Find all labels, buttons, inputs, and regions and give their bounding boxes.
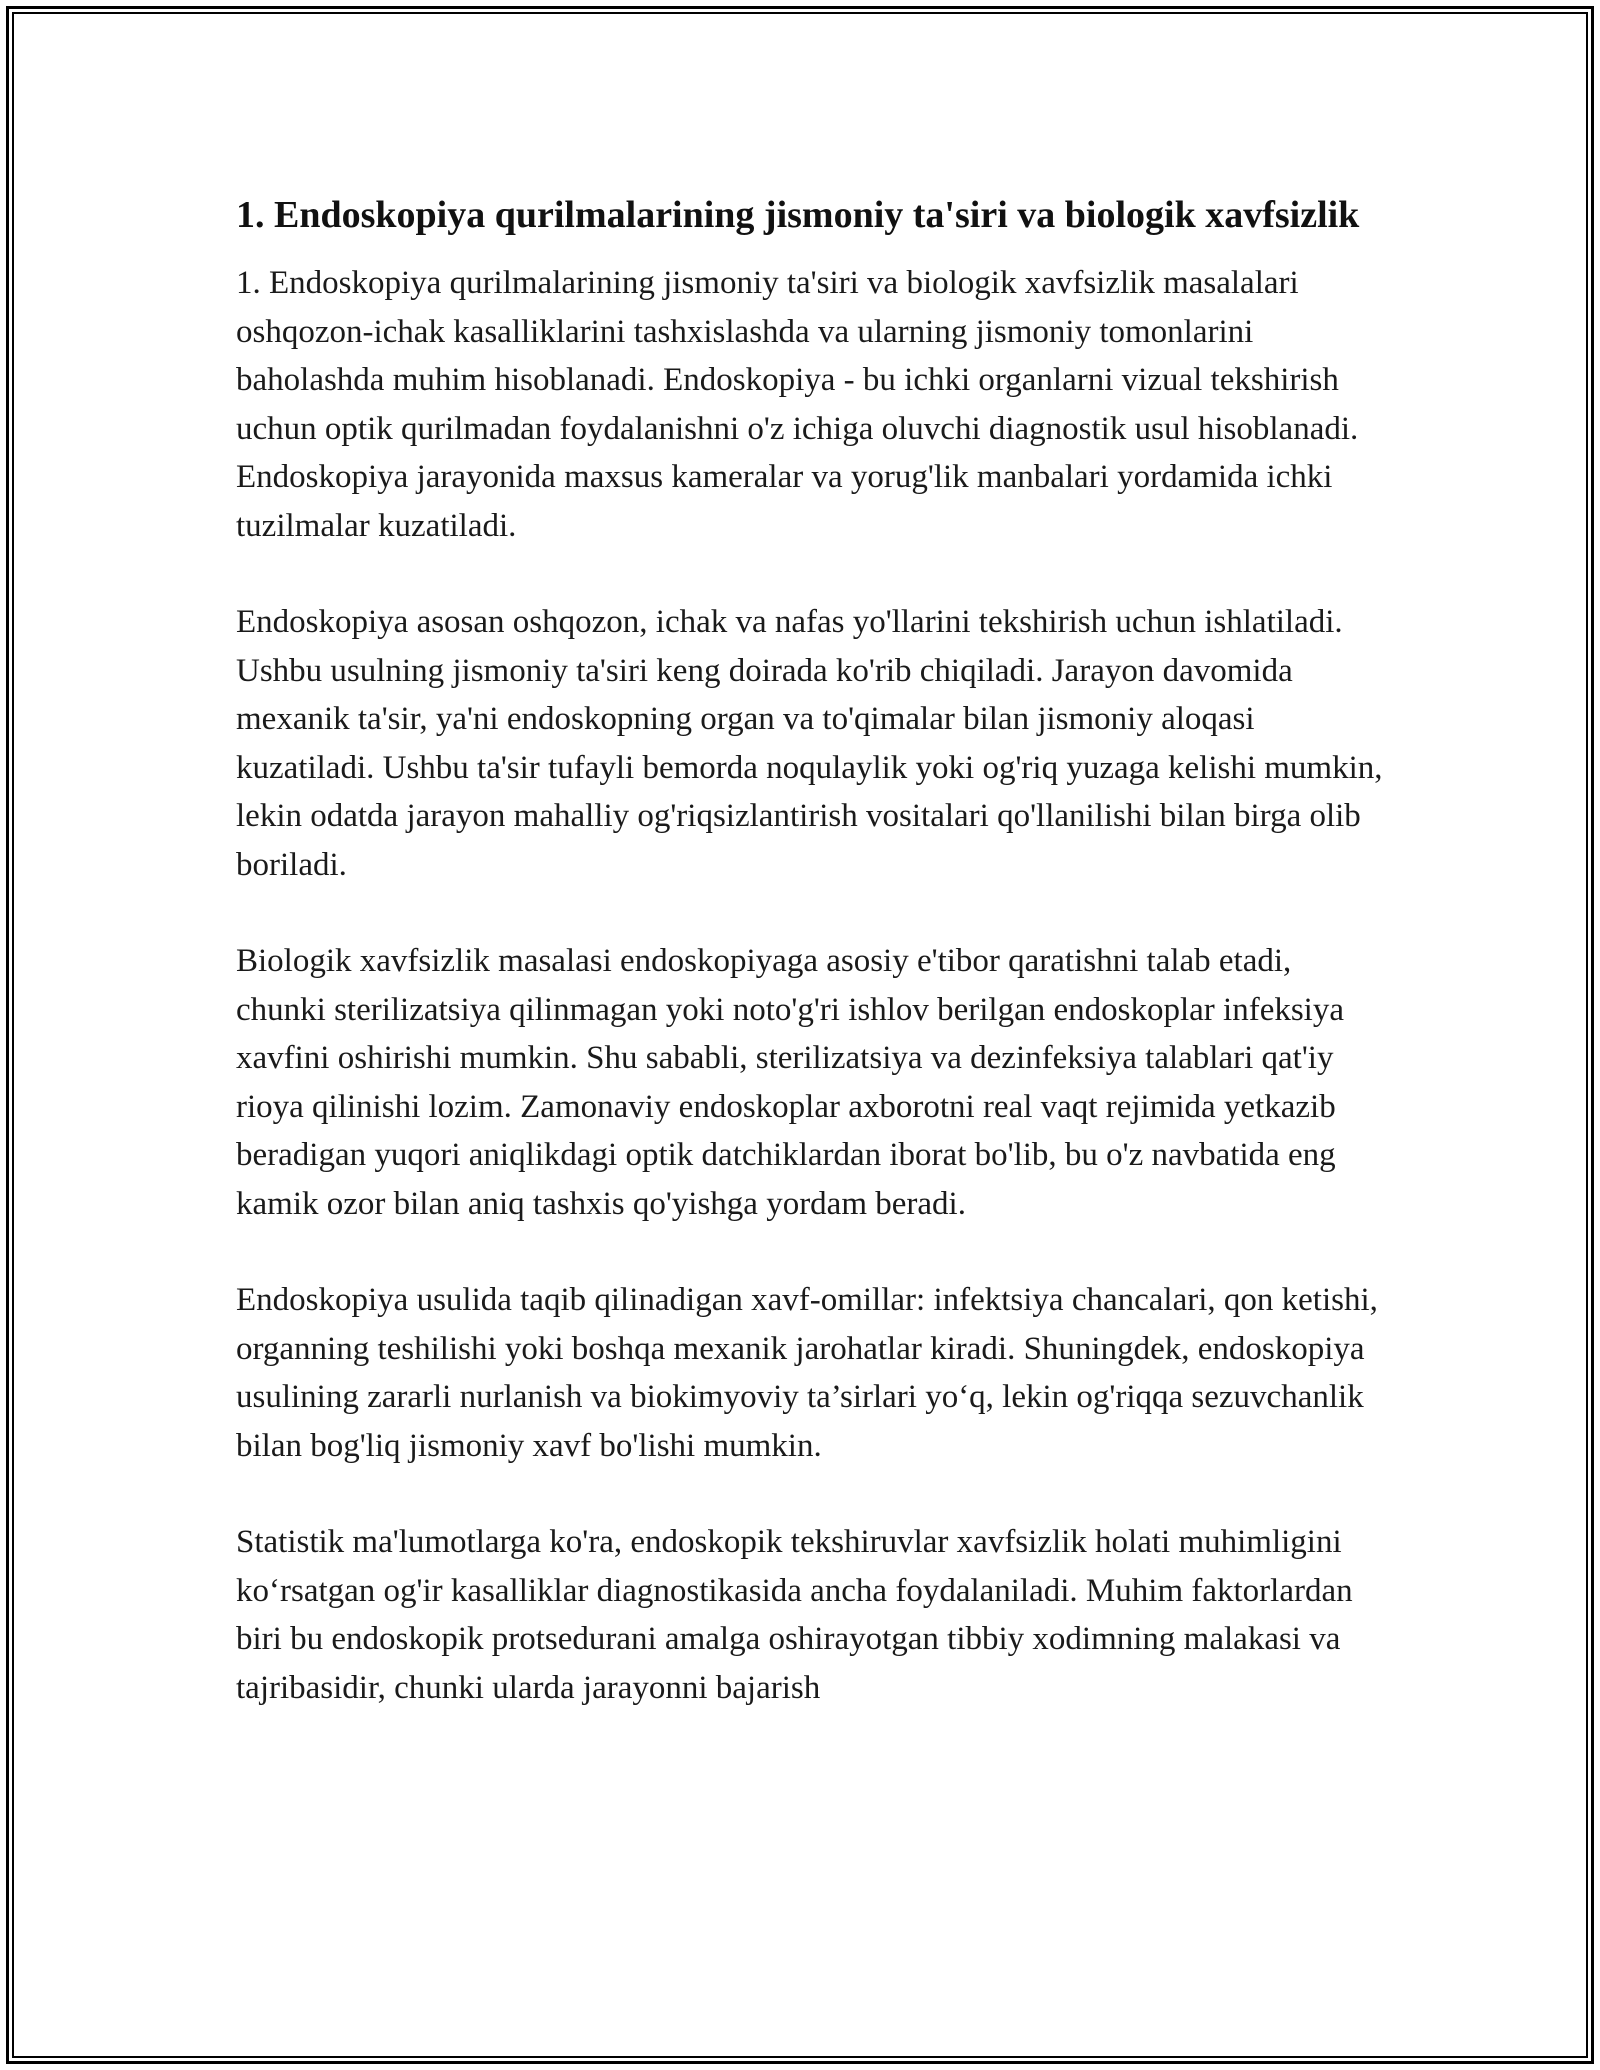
body-paragraph: Endoskopiya asosan oshqozon, ichak va nafas yo'llarini tekshirish uchun ishlatiladi. Ushbu usulning jismoniy ta'siri keng doirada ko'rib chiqiladi. Jarayon davomida mexanik ta'sir, ya'ni endoskopning organ va to'qimalar bilan jismoniy aloqasi kuzatiladi. Ushbu ta'sir tufayli bemorda noqulaylik yoki og'riq yuzaga kelishi mumkin, lekin odatda jarayon mahalliy og'riqsizlantirish vositalari qo'llanilishi bilan birga olib boriladi. bbox=[236, 604, 1383, 883]
body-paragraph: Endoskopiya usulida taqib qilinadigan xavf-omillar: infektsiya chancalari, qon ketishi, organning teshilishi yoki boshqa mexanik jarohatlar kiradi. Shuningdek, endoskopiya usulining zararli nurlanish va biokimyoviy ta’sirlari yo‘q, lekin og'riqqa sezuvchanlik bilan bog'liq jismoniy xavf bo'lishi mumkin. bbox=[236, 1282, 1378, 1464]
body-paragraph: 1. Endoskopiya qurilmalarining jismoniy ta'siri va biologik xavfsizlik masalalari oshqozon-ichak kasalliklarini tashxislashda va ularning jismoniy tomonlarini baholashda muhim hisoblanadi. Endoskopiya - bu ichki organlarni vizual tekshirish uchun optik qurilmadan foydalanishni o'z ichiga oluvchi diagnostik usul hisoblanadi. Endoskopiya jarayonida maxsus kameralar va yorug'lik manbalari yordamida ichki tuzilmalar kuzatiladi. bbox=[236, 265, 1359, 544]
body-paragraph: Biologik xavfsizlik masalasi endoskopiyaga asosiy e'tibor qaratishni talab etadi, chunki sterilizatsiya qilinmagan yoki noto'g'ri ishlov berilgan endoskoplar infeksiya xavfini oshirishi mumkin. Shu sababli, sterilizatsiya va dezinfeksiya talablari qat'iy rioya qilinishi lozim. Zamonaviy endoskoplar axborotni real vaqt rejimida yetkazib beradigan yuqori aniqlikdagi optik datchiklardan iborat bo'lib, bu o'z navbatida eng kamik ozor bilan aniq tashxis qo'yishga yordam beradi. bbox=[236, 943, 1344, 1222]
body-paragraph: Statistik ma'lumotlarga ko'ra, endoskopik tekshiruvlar xavfsizlik holati muhimligini ko‘rsatgan og'ir kasalliklar diagnostikasida ancha foydalaniladi. Muhim faktorlardan biri bu endoskopik protsedurani amalga oshirayotgan tibbiy xodimning malakasi va tajribasidir, chunki ularda jarayonni bajarish bbox=[236, 1524, 1353, 1706]
document-content bbox=[236, 188, 1386, 1712]
document-title: 1. Endoskopiya qurilmalarining jismoniy ta'siri va biologik xavfsizlik bbox=[236, 194, 1360, 236]
document-body bbox=[236, 259, 1386, 1712]
